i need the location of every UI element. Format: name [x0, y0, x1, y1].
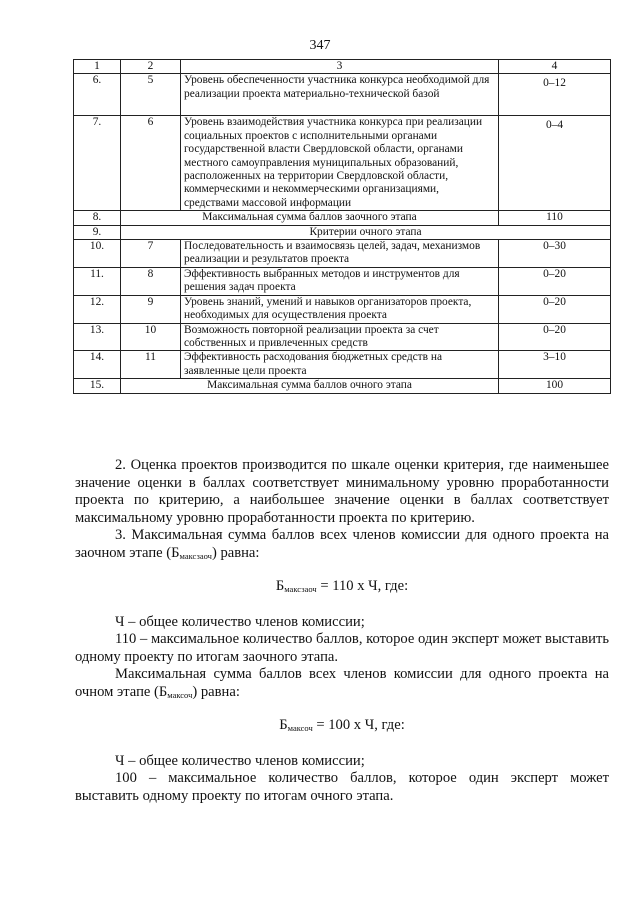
section-heading: Критерии очного этапа [121, 225, 611, 239]
text-span: Максимальная сумма баллов всех членов комиссии для одного проекта на очном этапе (Б [75, 666, 609, 700]
score-range: 110 [499, 211, 611, 225]
text-span: ) равна: [192, 683, 240, 700]
text-span: ) равна: [211, 544, 260, 561]
paragraph-definition: Ч – общее количество членов комиссии; [115, 613, 365, 630]
header-cell: 1 [74, 60, 121, 74]
row-number: 10. [74, 240, 121, 268]
criteria-table [73, 59, 611, 394]
criterion-text: Эффективность расходования бюджетных средств на заявленные цели проекта [181, 351, 499, 379]
score-range: 0–30 [499, 240, 611, 268]
table-row [74, 225, 611, 239]
criterion-number: 10 [121, 323, 181, 351]
criterion-number: 6 [121, 116, 181, 211]
score-range: 0–4 [499, 116, 611, 211]
criterion-text: Уровень взаимодействия участника конкурса при реализации социальных проектов с исполнительными органами государственной власти Свердловской области, органами местного самоуправления муниципальных образований, расположенных на территории Свердловской области, коммерческими и некоммерческими организациями, средствами массовой информации [181, 116, 499, 211]
score-range: 0–20 [499, 267, 611, 295]
header-cell: 4 [499, 60, 611, 74]
subscript: максоч [167, 689, 193, 700]
paragraph-explanation: 100 – максимальное количество баллов, которое один эксперт может выставить одному проекту по итогам очного этапа. [75, 770, 609, 804]
row-number: 12. [74, 295, 121, 323]
paragraph-scale: 2. Оценка проектов производится по шкале оценки критерия, где наименьшее значение оценки в баллах соответствует минимальному уровню проработанности проекта по критерию, а наибольшее значение оценки в баллах соответствует максимальному уровню проработанности проекта по критерию. [75, 457, 609, 526]
paragraph-definition: Ч – общее количество членов комиссии; [115, 752, 365, 769]
criterion-number: 7 [121, 240, 181, 268]
score-range: 0–20 [499, 295, 611, 323]
table-header-row [74, 60, 611, 74]
formula-fulltime [75, 717, 609, 735]
subscript: максзаоч [284, 584, 317, 594]
row-number: 15. [74, 379, 121, 393]
table-row [74, 379, 611, 393]
summary-text: Максимальная сумма баллов заочного этапа [121, 211, 499, 225]
row-number: 13. [74, 323, 121, 351]
subscript: максоч [287, 723, 313, 733]
row-number: 7. [74, 116, 121, 211]
header-cell: 3 [181, 60, 499, 74]
formula-rest: = 100 х Ч, где: [312, 717, 405, 733]
table-row [74, 116, 611, 211]
formula-correspondence [75, 578, 609, 596]
criterion-text: Последовательность и взаимосвязь целей, задач, механизмов реализации и результатов проекта [181, 240, 499, 268]
summary-text: Максимальная сумма баллов очного этапа [121, 379, 499, 393]
criterion-number: 9 [121, 295, 181, 323]
criterion-text: Эффективность выбранных методов и инструментов для решения задач проекта [181, 267, 499, 295]
row-number: 8. [74, 211, 121, 225]
table-row [74, 74, 611, 116]
row-number: 9. [74, 225, 121, 239]
paragraph-correspondence-max [75, 527, 609, 562]
criterion-number: 11 [121, 351, 181, 379]
row-number: 6. [74, 74, 121, 116]
criterion-number: 5 [121, 74, 181, 116]
body-text [75, 457, 609, 805]
text-span: 3. Максимальная сумма баллов всех членов комиссии для одного проекта на заочном этапе (Б [75, 527, 609, 561]
score-range: 0–20 [499, 323, 611, 351]
criterion-text: Возможность повторной реализации проекта за счет собственных и привлеченных средств [181, 323, 499, 351]
score-range: 0–12 [499, 74, 611, 116]
subscript: максзаоч [179, 550, 212, 561]
table-row [74, 323, 611, 351]
table-row [74, 351, 611, 379]
table-row [74, 295, 611, 323]
formula-rest: = 110 х Ч, где: [316, 578, 409, 594]
score-range: 100 [499, 379, 611, 393]
table-row [74, 211, 611, 225]
page-number: 347 [309, 38, 331, 53]
row-number: 14. [74, 351, 121, 379]
paragraph-fulltime-max [75, 666, 609, 701]
table-row [74, 240, 611, 268]
table-row [74, 267, 611, 295]
row-number: 11. [74, 267, 121, 295]
header-cell: 2 [121, 60, 181, 74]
paragraph-explanation: 110 – максимальное количество баллов, которое один эксперт может выставить одному проекту по итогам заочного этапа. [75, 631, 609, 665]
criterion-number: 8 [121, 267, 181, 295]
criterion-text: Уровень знаний, умений и навыков организаторов проекта, необходимых для осуществления проекта [181, 295, 499, 323]
criterion-text: Уровень обеспеченности участника конкурса необходимой для реализации проекта материально-технической базой [181, 74, 499, 116]
formula-symbol: Б [275, 578, 285, 594]
formula-symbol: Б [279, 717, 288, 733]
score-range: 3–10 [499, 351, 611, 379]
